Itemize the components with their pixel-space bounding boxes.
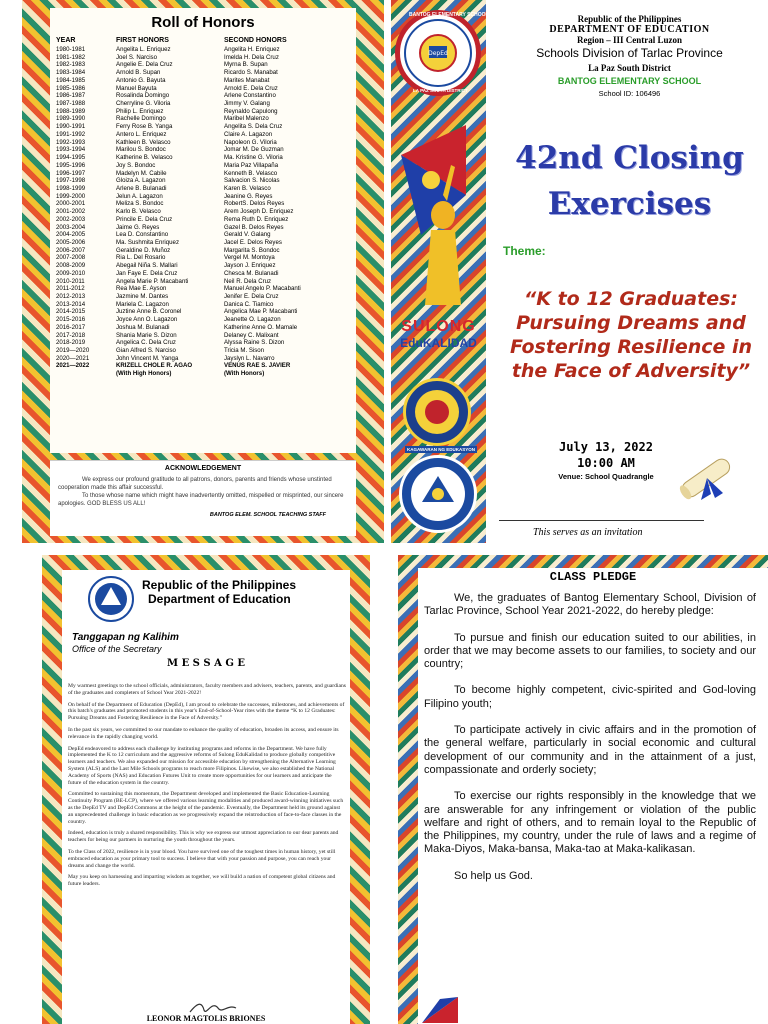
roll-first-honor: Joel S. Narciso	[116, 53, 157, 61]
roll-first-honor: Jaime G. Reyes	[116, 223, 160, 231]
roll-second-honor: Arlene Constantino	[224, 92, 276, 100]
msg-title: M E S S A G E	[167, 658, 245, 669]
roll-first-honor: Arnold B. Supan	[116, 69, 161, 77]
roll-second-honor: Manuel Angelo P. Macabanti	[224, 285, 301, 293]
roll-year: 1986-1987	[56, 92, 86, 100]
roll-first-honor: Karlo B. Velasco	[116, 208, 161, 216]
pledge-title: CLASS PLEDGE	[549, 570, 637, 584]
pledge-paragraph: So help us God.	[454, 869, 533, 882]
roll-year: 1983-1984	[56, 69, 86, 77]
roll-second-honor: Arnold E. Dela Cruz	[224, 84, 278, 92]
roll-year: 2000-2001	[56, 200, 86, 208]
roll-row	[56, 216, 350, 224]
ack-body-1: We express our profound gratitude to all patrons, donors, parents and friends whose unstinted cooperation made this affair successful.	[58, 477, 332, 491]
roll-row	[56, 108, 350, 116]
roll-year: 2017-2018	[56, 331, 86, 339]
roll-row	[56, 85, 350, 93]
deped-seal-icon	[399, 455, 477, 533]
roll-year: 1988-1989	[56, 107, 86, 115]
msg-signatory: LEONOR MAGTOLIS BRIONES	[146, 1014, 266, 1023]
roll-second-honor: Angelita S. Dela Cruz	[224, 123, 283, 131]
roll-first-honor: Joshua M. Bulanadi	[116, 323, 170, 331]
roll-row	[56, 231, 350, 239]
roll-year: 2006-2007	[56, 246, 86, 254]
roll-first-honor: Rea Mae E. Ayson	[116, 285, 167, 293]
roll-second-honor: Tricia M. Sison	[224, 347, 265, 355]
roll-year: 2012-2013	[56, 293, 86, 300]
roll-second-honor: Claire A. Lagazon	[224, 130, 273, 138]
roll-row	[56, 262, 350, 270]
roll-row	[56, 316, 350, 324]
roll-header-row	[56, 37, 350, 44]
roll-first-honor: Jan Faye E. Dela Cruz	[116, 269, 178, 277]
msg-republic: Republic of the Philippines	[142, 578, 297, 592]
pledge-paragraph: To exercise our rights responsibly in the knowledge that we are answerable for any infringement or violation of the public welfare and right of others, and to remain loyal to the Republic of the Philippines, my country, under the rule of laws and a regime of Maka-Diyos, Maka-bansa, Maka-tao at Maka-kalikasan.	[424, 790, 756, 856]
roll-second-honor: Jomar M. De Guzman	[224, 146, 284, 154]
roll-second-honor: Delaney C. Malixant	[224, 331, 279, 339]
roll-row	[56, 123, 350, 131]
graduate-flag-graphic	[391, 125, 486, 320]
roll-second-honor: Jenifer E. Dela Cruz	[224, 293, 279, 300]
roll-second-honor: RobertS. Delos Reyes	[224, 200, 285, 208]
roll-row	[56, 270, 350, 278]
roll-year: 2021—2022	[56, 362, 90, 370]
roll-first-honor: Ma. Sushmita Enriquez	[116, 238, 179, 246]
pledge-body	[418, 568, 768, 1024]
roll-row	[56, 355, 350, 363]
msg-department: Department of Education	[148, 592, 291, 606]
roll-year: 1987-1988	[56, 100, 86, 108]
roll-row	[56, 115, 350, 123]
roll-of-honors-panel	[22, 0, 384, 543]
msg-paragraph: May you keep on harnessing and imparting wisdom as together, we will build a nation of competent global citizens and future leaders.	[68, 874, 336, 888]
roll-year: 2019—2020	[56, 347, 90, 355]
roll-second-honor: Karen B. Velasco	[224, 184, 271, 192]
sulong-text: SULONG	[401, 318, 476, 335]
roll-row	[56, 247, 350, 255]
roll-first-honor: Lea D. Constantino	[116, 231, 169, 239]
ack-body-2: To those whose name which might have inadvertently omitted, mispelled or misprinted, our sincere apologies. GOD BLESS US ALL!	[58, 493, 344, 507]
roll-year: 2015-2016	[56, 316, 86, 324]
roll-second-honor: Gerald V. Galang	[224, 231, 271, 239]
roll-year: 2004-2005	[56, 231, 86, 239]
diploma-icon	[673, 448, 739, 513]
roll-first-honor: Angelica C. Dela Cruz	[116, 339, 176, 347]
roll-year: 1994-1995	[56, 154, 86, 162]
roll-first-honor: Marilou S. Bondoc	[116, 146, 166, 154]
roll-first-honor: Gian Alfred S. Narciso	[116, 347, 176, 355]
roll-year: 1981-1982	[56, 53, 86, 61]
roll-row	[56, 370, 350, 378]
roll-row	[56, 362, 350, 370]
roll-year: 1985-1986	[56, 84, 86, 92]
roll-year: 1996-1997	[56, 169, 86, 177]
roll-first-honor: John Vincent M. Yanga	[116, 354, 179, 362]
roll-second-honor: Myrna B. Supan	[224, 61, 268, 69]
roll-row	[56, 154, 350, 162]
footer-line	[499, 520, 704, 521]
roll-row	[56, 224, 350, 232]
seal-text-1: BANTOG ELEMENTARY SCHOOL	[409, 12, 489, 18]
roll-row	[56, 69, 350, 77]
region-text: Region – III Central Luzon	[576, 35, 682, 45]
msg-paragraph: Indeed, education is truly a shared responsibility. This is why we express our utmost appreciation to our dear parents and teachers for being our partners in nurturing the youth throughout the years.	[68, 830, 339, 844]
roll-row	[56, 146, 350, 154]
roll-first-honor: (With High Honors)	[116, 370, 172, 378]
roll-first-honor: Angelie E. Dela Cruz	[116, 61, 173, 69]
roll-second-honor: Napoleon G. Viloria	[224, 138, 277, 146]
theme-label: Theme:	[503, 244, 546, 258]
sulong-logo	[391, 318, 486, 350]
roll-second-honor: Imelda H. Dela Cruz	[224, 53, 279, 61]
roll-row	[56, 308, 350, 316]
roll-first-honor: Gloiza A. Lagazon	[116, 177, 166, 185]
flag-icon	[420, 995, 460, 1024]
roll-row	[56, 46, 350, 54]
roll-first-honor: Jelun A. Lagazon	[116, 192, 163, 200]
roll-year: 1980-1981	[56, 46, 86, 53]
pledge-paragraph: To become highly competent, civic-spirited and God-loving Filipino youth;	[424, 684, 756, 710]
roll-first-honor: Juztine Anne B. Coronel	[116, 308, 182, 316]
roll-second-honor: Ricardo S. Manabat	[224, 69, 278, 77]
roll-year: 2002-2003	[56, 215, 86, 223]
roll-row	[56, 339, 350, 347]
edukalidad-text: EduKALIDAD	[400, 336, 477, 350]
district-text: La Paz South District	[588, 63, 671, 73]
school-text: BANTOG ELEMENTARY SCHOOL	[557, 76, 702, 86]
col-second-header: SECOND HONORS	[224, 37, 287, 44]
roll-year: 2009-2010	[56, 269, 86, 277]
roll-row	[56, 177, 350, 185]
roll-second-honor: Neil R. Dela Cruz	[224, 277, 272, 285]
roll-row	[56, 293, 350, 301]
roll-year	[56, 370, 116, 378]
pledge-panel	[398, 555, 768, 1024]
pledge-paragraph: To participate actively in civic affairs and in the promotion of the general welfare, particularly in social economic and cultural development of our community and in the attainment of a just, compassionate and orderly society;	[424, 724, 756, 776]
roll-year: 1992-1993	[56, 138, 86, 146]
invitation-panel	[391, 0, 768, 543]
division-text: Schools Division of Tarlac Province	[536, 46, 723, 60]
roll-year: 2001-2002	[56, 208, 86, 216]
roll-row	[56, 193, 350, 201]
roll-first-honor: Cherryline G. Viloria	[116, 100, 171, 108]
roll-second-honor: Maribel Malenzo	[224, 115, 269, 123]
roll-row	[56, 200, 350, 208]
roll-first-honor: Arlene B. Bulanadi	[116, 184, 167, 192]
roll-first-honor: Rosalinda Domingo	[116, 92, 170, 100]
event-title	[491, 140, 768, 222]
roll-first-honor: Angela Marie P. Macabanti	[116, 277, 189, 285]
roll-row	[56, 324, 350, 332]
deped-logo-icon	[88, 576, 134, 622]
event-venue: Venue: School Quadrangle	[558, 472, 654, 481]
msg-paragraph: Committed to sustaining this momentum, the Department developed and implemented the Basic Education-Learning Continuity Program (BE-LCP), where we offered various learning modalities and produced award-winning initiatives such as the DepEd TV and DepEd Commons at the height of the pandemic. Eventually, the Department held its ground against an unprecedented challenge in basic education as we progressively expand the reintroduction of face-to-face classes in the country.	[68, 791, 344, 825]
roll-row	[56, 139, 350, 147]
roll-table	[50, 8, 356, 453]
roll-second-honor: VENUS RAE S. JAVIER	[224, 362, 291, 370]
title-line-2: Exercises	[547, 186, 712, 222]
roll-first-honor: Katherine B. Velasco	[116, 154, 173, 162]
roll-first-honor: Madelyn M. Cabile	[116, 169, 167, 177]
pledge-paragraphs	[418, 592, 768, 883]
roll-first-honor: Shania Marie S. Dizon	[116, 331, 177, 339]
roll-first-honor: Manuel Bayuta	[116, 84, 157, 92]
roll-second-honor: Jayson J. Enriquez	[224, 262, 276, 270]
roll-row	[56, 208, 350, 216]
roll-row	[56, 92, 350, 100]
roll-first-honor: Antonio G. Bayuta	[116, 76, 166, 84]
col-first-header: FIRST HONORS	[116, 37, 169, 44]
message-panel	[42, 555, 370, 1024]
roll-year: 2008-2009	[56, 262, 86, 270]
roll-second-honor: Jacel E. Delos Reyes	[224, 238, 282, 246]
roll-second-honor: Margarita S. Bondoc	[224, 246, 280, 254]
roll-year: 2020—2021	[56, 354, 90, 362]
roll-second-honor: Vergel M. Montoya	[224, 254, 275, 262]
roll-first-honor: Mariela C. Lagazon	[116, 300, 169, 308]
seal-text-3: KAGAWARAN NG EDUKASYON	[407, 447, 476, 452]
school-id-text: School ID: 106496	[598, 89, 661, 98]
ack-title: ACKNOWLEDGEMENT	[164, 465, 242, 472]
roll-second-honor: Salvacion S. Nicolas	[224, 177, 280, 185]
roll-year: 1999-2000	[56, 192, 86, 200]
roll-first-honor: Abegail Niña S. Mallari	[116, 262, 178, 270]
roll-year: 2014-2015	[56, 308, 86, 316]
roll-title: Roll of Honors	[151, 14, 255, 31]
roll-second-honor: Maria Paz Villapaña	[224, 161, 279, 169]
roll-row	[56, 131, 350, 139]
message-body	[62, 570, 350, 1024]
msg-paragraph: To the Class of 2022, resilience is in your blood. You have survived one of the toughest times in human history, yet still embraced education as your primary tool to success. I believe that with your passion and purpose, you can reach your dreams and change the world.	[68, 848, 336, 869]
department-text: DEPARTMENT OF EDUCATION	[549, 24, 710, 35]
ack-body	[50, 472, 356, 512]
title-line-1: 42nd Closing	[515, 140, 744, 176]
acknowledgement-box	[50, 460, 356, 536]
roll-first-honor: Meliza S. Bondoc	[116, 200, 164, 208]
roll-second-honor: Jeanette O. Lagazon	[224, 316, 281, 324]
roll-first-honor: Antero L. Enriquez	[116, 130, 167, 138]
event-date: July 13, 2022	[559, 440, 653, 454]
division-seal-icon	[403, 378, 471, 446]
roll-year: 2007-2008	[56, 254, 86, 262]
msg-paragraph: On behalf of the Department of Education (DepEd), I am proud to celebrate the successes, milestones, and achievements of this batch's graduates and promoted students in this year's End-of-School-Year rites with the theme “K to 12 Graduates: Pursuing Dreams and Fostering Resilience in the Face of Adversity.”	[68, 701, 345, 722]
roll-row	[56, 170, 350, 178]
roll-year: 1982-1983	[56, 61, 86, 69]
roll-row	[56, 100, 350, 108]
roll-row	[56, 239, 350, 247]
msg-office-2: Office of the Secretary	[72, 644, 162, 654]
roll-year: 1997-1998	[56, 177, 86, 185]
roll-row	[56, 347, 350, 355]
roll-year: 1993-1994	[56, 146, 86, 154]
roll-row	[56, 61, 350, 69]
roll-second-honor: Angelica Mae P. Macabanti	[224, 308, 298, 316]
roll-year: 2003-2004	[56, 223, 86, 231]
roll-year: 1990-1991	[56, 123, 86, 131]
msg-office-1: Tanggapan ng Kalihim	[72, 632, 179, 643]
roll-second-honor: Reynaldo Capulong	[224, 107, 278, 115]
republic-text: Republic of the Philippines	[577, 14, 682, 24]
roll-second-honor: Chesca M. Bulanadi	[224, 269, 279, 277]
msg-paragraphs	[68, 683, 346, 893]
roll-row	[56, 285, 350, 293]
roll-year: 1995-1996	[56, 161, 86, 169]
school-seal-icon	[395, 10, 481, 96]
roll-year: 2016-2017	[56, 323, 86, 331]
msg-paragraph: My warmest greetings to the school officials, administrators, faculty members and advisers, teachers, parents, and guardians of the graduates and completers of School Year 2021-2022!	[68, 683, 346, 696]
col-year-header: YEAR	[56, 37, 76, 44]
roll-year: 2013-2014	[56, 300, 86, 308]
roll-year: 2018-2019	[56, 339, 86, 347]
theme-text: “K to 12 Graduates: Pursuing Dreams and Fostering Resilience in the Face of Adversity”	[509, 288, 753, 382]
roll-second-honor: Alyssa Raine S. Dizon	[224, 339, 285, 347]
roll-year: 2005-2006	[56, 238, 86, 246]
roll-row	[56, 332, 350, 340]
roll-first-honor: Angelita L. Enriquez	[116, 46, 171, 53]
roll-year: 2010-2011	[56, 277, 85, 285]
roll-year: 1998-1999	[56, 184, 86, 192]
roll-second-honor: Gazel B. Delos Reyes	[224, 223, 284, 231]
roll-second-honor: Arem Joseph D. Enriquez	[224, 208, 294, 216]
roll-first-honor: Joy S. Bondoc	[116, 161, 156, 169]
roll-second-honor: Katherine Anne O. Mamale	[224, 323, 298, 331]
roll-second-honor: Jeanine G. Reyes	[224, 192, 273, 200]
roll-second-honor: Jimmy V. Galang	[224, 100, 270, 108]
roll-first-honor: Kathleen B. Velasco	[116, 138, 171, 146]
roll-second-honor: Ma. Kristine G. Viloria	[224, 154, 283, 162]
roll-first-honor: Philip L. Enriquez	[116, 107, 164, 115]
roll-second-honor: (With Honors)	[224, 370, 265, 378]
roll-year: 2011-2012	[56, 285, 85, 293]
roll-year: 1984-1985	[56, 76, 86, 84]
pledge-paragraph: We, the graduates of Bantog Elementary School, Division of Tarlac Province, School Year 2021-2022, do hereby pledge:	[424, 592, 756, 618]
roll-row	[56, 254, 350, 262]
roll-row	[56, 185, 350, 193]
roll-second-honor: Marites Manabat	[224, 76, 270, 84]
ack-signature: BANTOG ELEM. SCHOOL TEACHING STAFF	[209, 512, 326, 518]
roll-first-honor: Joyce Ann O. Lagazon	[116, 316, 178, 324]
roll-row	[56, 54, 350, 62]
roll-first-honor: KRIZELL CHOLE R. AGAO	[116, 362, 193, 370]
invitation-footer: This serves as an invitation	[533, 527, 643, 538]
roll-second-honor: Danica C. Tiamico	[224, 300, 274, 308]
roll-second-honor: Jayslyn L. Navarro	[224, 354, 275, 362]
event-time: 10:00 AM	[577, 456, 635, 470]
roll-first-honor: Jazmine M. Dantes	[116, 293, 169, 300]
roll-first-honor: Rachelle Domingo	[116, 115, 166, 123]
roll-row	[56, 162, 350, 170]
roll-first-honor: Ria L. Del Rosario	[116, 254, 166, 262]
msg-paragraph: In the past six years, we committed to our mandate to enhance the quality of education, broaden its access, and ensure its relevance in the rapidly changing world.	[68, 726, 339, 740]
roll-first-honor: Princile E. Dela Cruz	[116, 215, 173, 223]
roll-year: 1991-1992	[56, 130, 86, 138]
msg-paragraph: DepEd endeavored to address each challenge by instituting programs and reforms in the Department. We have fully implemented the K to 12 curriculum and the aggressive reforms of Sulong EduKalidad to produce globally competitive learners and teachers. We also expanded our mission for accessible education by strengthening the Alternative Learning System (ALS) and the Last Mile Schools programs to reach more Filipinos. Likewise, we also established the National Academy of Sports (NAS) and Education Futures Unit to create more opportunities for our learners and anticipate the future of the education system in the country.	[68, 745, 336, 786]
invite-header	[491, 14, 768, 98]
roll-second-honor: Angelita H. Enriquez	[224, 46, 280, 53]
roll-second-honor: Rema Ruth D. Enriquez	[224, 215, 289, 223]
seal-text-2: LA PAZ SOUTH DISTRICT	[413, 88, 468, 93]
roll-second-honor: Kenneth B. Velasco	[224, 169, 278, 177]
roll-rows	[50, 46, 356, 378]
roll-first-honor: Geraldine D. Muñoz	[116, 246, 171, 254]
roll-year: 1989-1990	[56, 115, 86, 123]
roll-row	[56, 77, 350, 85]
svg-text:DepEd: DepEd	[428, 50, 448, 57]
roll-row	[56, 278, 350, 286]
pledge-paragraph: To pursue and finish our education suited to our abilities, in order that we may become assets to our families, to society and our country;	[424, 631, 756, 671]
roll-first-honor: Ferry Rose B. Yanga	[116, 123, 173, 131]
roll-row	[56, 301, 350, 309]
